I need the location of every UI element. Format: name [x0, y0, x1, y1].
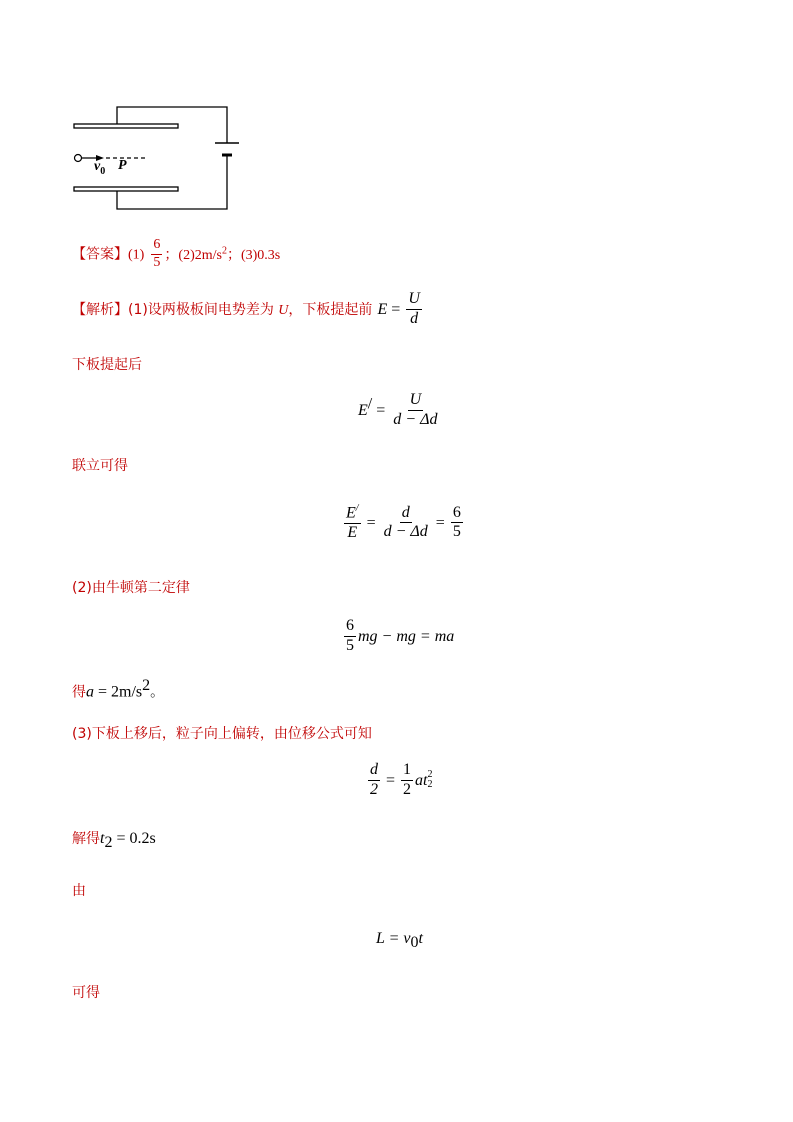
answer-line: 【答案】(1) $\frac{6}{5}$ ；$(2)2m/s^2$；(3)0.3s	[72, 237, 281, 270]
equation-e-prime: E/ = $\frac{U}{d - \Delta d}$	[358, 391, 438, 428]
upper-wire	[117, 107, 227, 143]
equation-newton: $\frac{6}{5}$ mg − mg = ma	[346, 617, 455, 654]
part3-text: (3)下板上移后，粒子向上偏转，由位移公式可知	[72, 726, 372, 742]
newton-text: (2)由牛顿第二定律	[72, 580, 190, 596]
equation-length: $L = v_0t$	[376, 930, 423, 952]
capacitor-circuit-diagram	[60, 95, 260, 220]
e-fraction: $\frac{U}{d}$	[408, 290, 420, 327]
analysis-line: 【解析】(1)设两极板间电势差为 U，下板提起前 E = $\frac{U}{d}$	[72, 290, 420, 327]
particle-source	[75, 155, 82, 162]
after-lift-text: 下板提起后	[72, 357, 142, 373]
analysis-bracket: 【解析】	[72, 301, 128, 318]
lower-wire	[117, 155, 227, 209]
can-get-text: 可得	[72, 985, 100, 1001]
equation-ratio: $\frac{E^/}{E}$ = $\frac{d}{d - \Delta d}$ = $\frac{6}{5}$	[346, 503, 461, 542]
lower-plate	[74, 187, 178, 191]
upper-plate	[74, 124, 178, 128]
result-acceleration: 得$a = 2m/s^2$。	[72, 677, 165, 701]
v0-label: $v_0$	[94, 159, 106, 177]
answer-bracket: 【答案】	[72, 246, 128, 263]
answer-fraction: $\frac{6}{5}$	[153, 237, 161, 270]
p-label: P	[118, 158, 127, 173]
combine-text: 联立可得	[72, 458, 128, 474]
from-text: 由	[72, 883, 86, 899]
equation-displacement: $\frac{d}{2}$ = $\frac{1}{2}$ at 2 2	[370, 761, 433, 798]
solve-t2: 解得$t_2 = 0.2s$	[72, 830, 156, 852]
